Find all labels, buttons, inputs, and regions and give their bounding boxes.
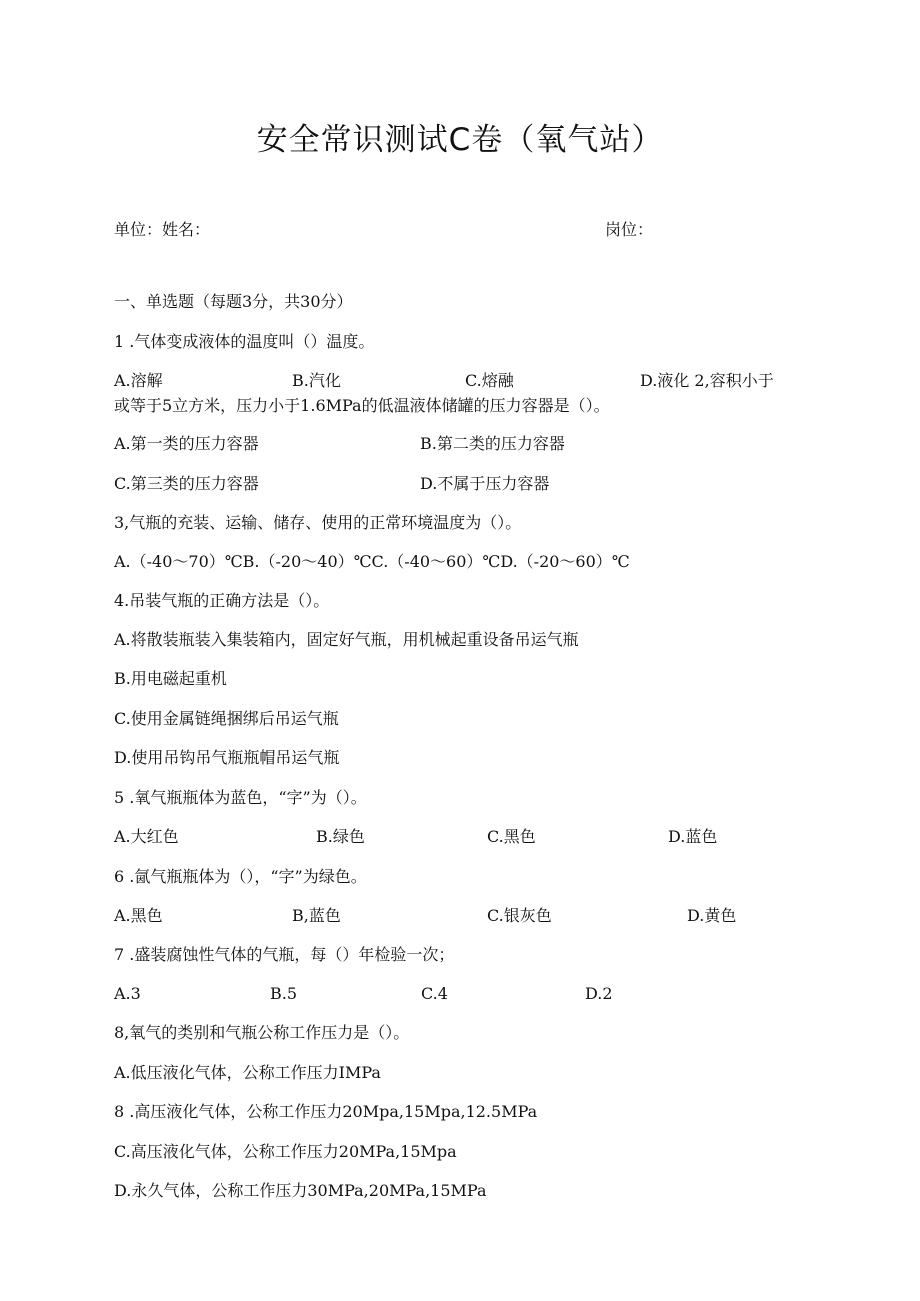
question-8-option-c: C.高压液化气体，公称工作压力20MPa,15Mpa: [114, 1142, 457, 1161]
unit-name-label: 单位：姓名：: [114, 220, 211, 239]
post-label: 岗位：: [605, 220, 654, 239]
question-1-option-a: A.溶解: [114, 371, 163, 390]
question-5-option-c: C.黑色: [487, 827, 536, 846]
question-1-option-c: C.熔融: [465, 371, 514, 390]
question-4-option-c: C.使用金属链绳捆绑后吊运气瓶: [114, 709, 339, 728]
question-2-option-b: B.第二类的压力容器: [420, 434, 565, 453]
question-1-option-b: B.汽化: [292, 371, 341, 390]
question-6-option-d: D.黄色: [687, 906, 737, 925]
question-5-option-d: D.蓝色: [668, 827, 718, 846]
question-6-option-b: B,蓝色: [292, 906, 341, 925]
question-8-option-a: A.低压液化气体，公称工作压力IMPa: [114, 1063, 381, 1082]
question-7-stem: 7 .盛装腐蚀性气体的气瓶，每（）年检验一次；: [114, 945, 455, 964]
question-3-options: A.（-40～70）℃B.（-20～40）℃C.（-40～60）℃D.（-20～60）℃: [114, 552, 630, 571]
question-5-stem: 5 .氧气瓶瓶体为蓝色，“字”为（）。: [114, 788, 367, 807]
question-4-option-d: D.使用吊钩吊气瓶瓶帽吊运气瓶: [114, 748, 340, 767]
question-6-option-c: C.银灰色: [487, 906, 552, 925]
question-5-option-b: B.绿色: [316, 827, 365, 846]
question-7-option-b: B.5: [270, 984, 298, 1003]
question-1-stem: 1 .气体变成液体的温度叫（）温度。: [114, 332, 375, 351]
page-title: 安全常识测试C卷（氧气站）: [256, 122, 664, 158]
question-7-option-a: A.3: [114, 984, 141, 1003]
question-2-stem: 或等于5立方米，压力小于1.6MPa的低温液体储罐的压力容器是（）。: [114, 396, 610, 415]
question-6-option-a: A.黑色: [114, 906, 163, 925]
question-7-option-c: C.4: [421, 984, 448, 1003]
question-4-option-b: B.用电磁起重机: [114, 669, 227, 688]
question-5-option-a: A.大红色: [114, 827, 179, 846]
question-3-stem: 3,气瓶的充装、运输、储存、使用的正常环境温度为（）。: [114, 513, 522, 532]
question-1-option-d: D.液化 2,容积小于: [640, 371, 774, 390]
section-heading: 一、单选题（每题3分，共30分）: [114, 292, 353, 311]
question-4-option-a: A.将散装瓶装入集装箱内，固定好气瓶，用机械起重设备吊运气瓶: [114, 630, 579, 649]
question-2-option-c: C.第三类的压力容器: [114, 474, 259, 493]
question-7-option-d: D.2: [585, 984, 613, 1003]
question-4-stem: 4.吊装气瓶的正确方法是（）。: [114, 591, 330, 610]
question-8-option-d: D.永久气体，公称工作压力30MPa,20MPa,15MPa: [114, 1181, 487, 1200]
question-2-option-d: D.不属于压力容器: [420, 474, 550, 493]
question-2-option-a: A.第一类的压力容器: [114, 434, 259, 453]
question-8-stem: 8,氧气的类别和气瓶公称工作压力是（）。: [114, 1023, 410, 1042]
question-8-option-b: 8 .高压液化气体，公称工作压力20Mpa,15Mpa,12.5MPa: [114, 1102, 538, 1121]
question-6-stem: 6 .氤气瓶瓶体为（），“字”为绿色。: [114, 867, 367, 886]
